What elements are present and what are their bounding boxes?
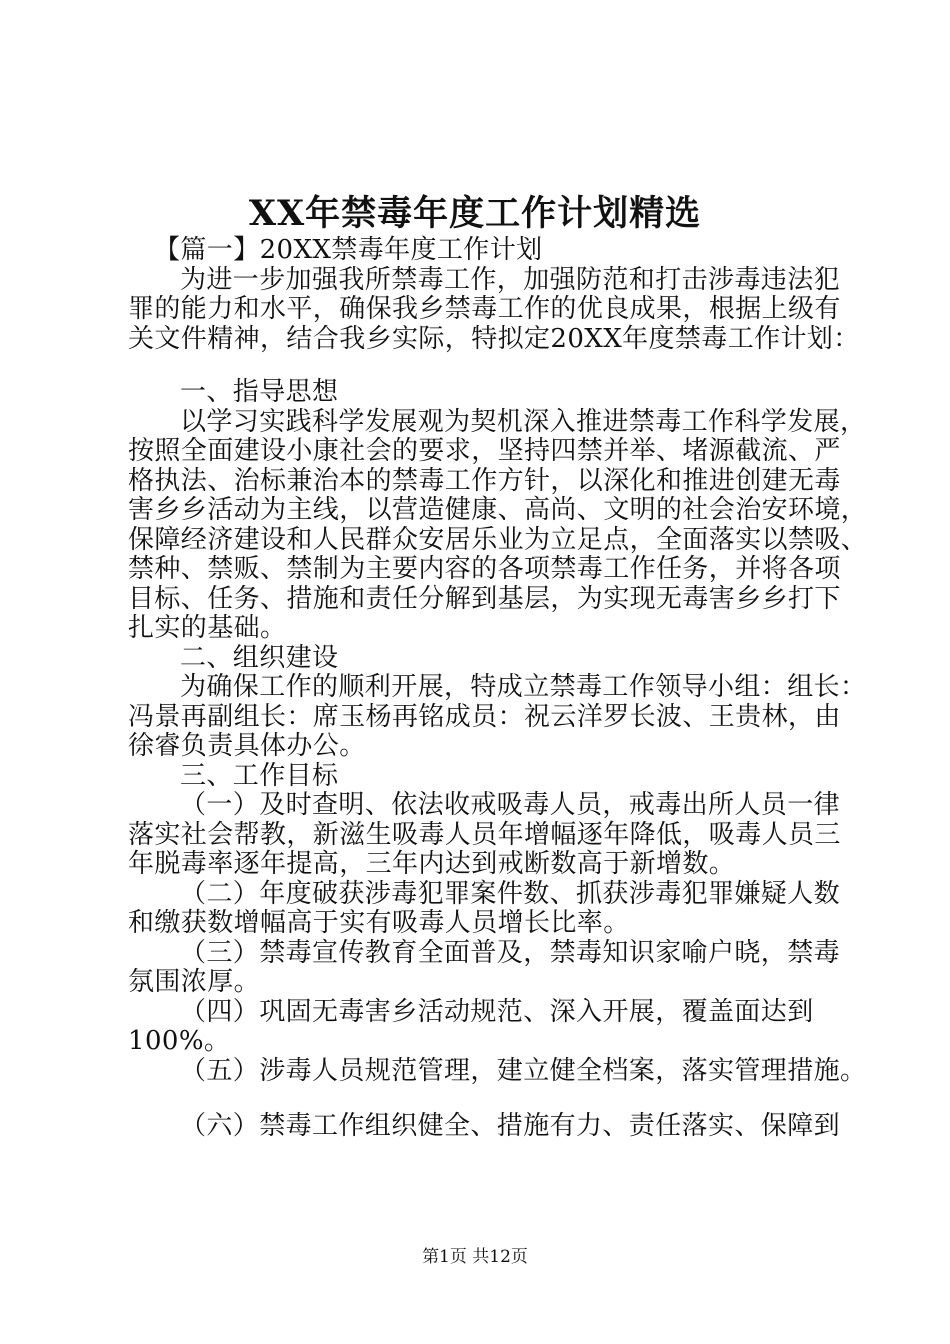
paragraph-spacer: [128, 1086, 848, 1112]
paragraph-line: 为确保工作的顺利开展，特成立禁毒工作领导小组：组长：: [180, 672, 867, 702]
section-heading: 【篇一】20XX禁毒年度工作计划: [154, 235, 543, 265]
paragraph-line: 为进一步加强我所禁毒工作，加强防范和打击涉毒违法犯: [180, 264, 841, 295]
paragraph-line: （二）年度破获涉毒犯罪案件数、抓获涉毒犯罪嫌疑人数: [180, 878, 841, 909]
paragraph-line: 年脱毒率逐年提高，三年内达到戒断数高于新增数。: [128, 849, 736, 879]
paragraph-line: 按照全面建设小康社会的要求，坚持四禁并举、堵源截流、严: [128, 436, 841, 466]
paragraph-line: 关文件精神，结合我乡实际，特拟定20XX年度禁毒工作计划：: [128, 323, 860, 354]
paragraph-line: 徐睿负责具体办公。: [128, 731, 366, 761]
section-heading: 二、组织建设: [180, 642, 339, 673]
paragraph-line: 100%。: [128, 1026, 231, 1056]
paragraph-spacer: [128, 354, 848, 378]
section-heading: 三、工作目标: [180, 760, 339, 791]
section-heading: 一、指导思想: [180, 377, 339, 407]
paragraph-line: 冯景再副组长：席玉杨再铭成员：祝云洋罗长波、王贵林，由: [128, 701, 841, 732]
paragraph-line: 格执法、治标兼治本的禁毒工作方针，以深化和推进创建无毒: [128, 465, 841, 496]
paragraph-line: 落实社会帮教，新滋生吸毒人员年增幅逐年降低，吸毒人员三: [128, 819, 841, 850]
paragraph-line: 目标、任务、措施和责任分解到基层，为实现无毒害乡乡打下: [128, 583, 841, 614]
paragraph-line: （四）巩固无毒害乡活动规范、深入开展，覆盖面达到: [180, 996, 814, 1027]
paragraph-line: 罪的能力和水平，确保我乡禁毒工作的优良成果，根据上级有: [128, 294, 841, 324]
paragraph-line: （六）禁毒工作组织健全、措施有力、责任落实、保障到: [180, 1111, 841, 1141]
paragraph-line: 禁种、禁贩、禁制为主要内容的各项禁毒工作任务，并将各项: [128, 554, 841, 584]
paragraph-line: （一）及时查明、依法收戒吸毒人员，戒毒出所人员一律: [180, 790, 841, 820]
paragraph-line: 以学习实践科学发展观为契机深入推进禁毒工作科学发展，: [180, 406, 867, 437]
paragraph-line: 扎实的基础。: [128, 613, 287, 643]
paragraph-line: （五）涉毒人员规范管理，建立健全档案，落实管理措施。: [180, 1055, 867, 1086]
paragraph-line: 氛围浓厚。: [128, 967, 261, 997]
paragraph-line: 保障经济建设和人民群众安居乐业为立足点，全面落实以禁吸、: [128, 524, 868, 555]
page-footer: 第1页 共12页: [422, 1247, 528, 1267]
paragraph-line: （三）禁毒宣传教育全面普及，禁毒知识家喻户晓，禁毒: [180, 937, 841, 968]
document-body: [128, 235, 868, 1142]
paragraph-line: 害乡乡活动为主线，以营造健康、高尚、文明的社会治安环境，: [128, 495, 868, 525]
paragraph-line: 和缴获数增幅高于实有吸毒人员增长比率。: [128, 908, 630, 938]
document-title: XX年禁毒年度工作计划精选: [248, 193, 702, 234]
